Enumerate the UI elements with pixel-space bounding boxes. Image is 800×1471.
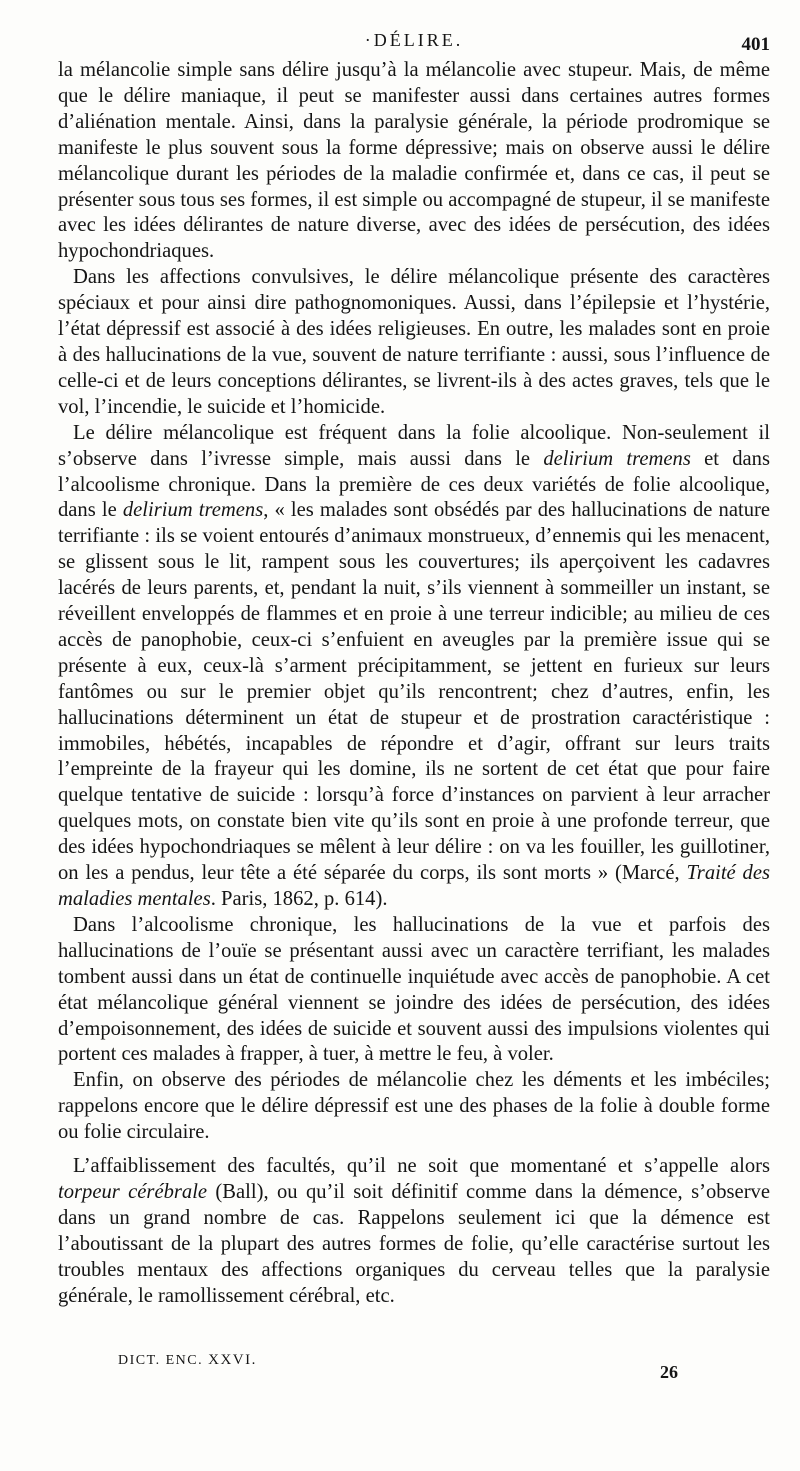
- running-title: ·DÉLIRE.: [364, 30, 464, 50]
- paragraph: [58, 913, 770, 1068]
- signature-label: DICT. ENC.: [118, 1353, 204, 1368]
- italic-text: Traité des maladies mentales: [58, 862, 771, 910]
- paragraph: [58, 58, 770, 265]
- italic-text: delirium tremens: [122, 499, 264, 522]
- paragraph: [58, 421, 770, 913]
- text-run: Enfin, on observe des périodes de mélancolie chez les déments et les imbéciles; rappelons encore que le délire dépressif est une des phases de la folie à double forme ou folie circulaire.: [58, 1069, 770, 1144]
- text-run: (Ball), ou qu’il soit définitif comme dans la démence, s’observe dans un grand nombre de cas. Rappelons seulement ici que la démence est l’aboutissant de la plupart des autres formes de folie, qu’elle caractérise surtout les troubles mentaux des affections organiques du cerveau telles que la paralysie générale, le ramollissement cérébral, etc.: [58, 1180, 770, 1307]
- italic-text: delirium tremens: [543, 447, 691, 470]
- body-text: [58, 58, 770, 1310]
- italic-text: torpeur cérébrale: [58, 1180, 208, 1203]
- text-run: , « les malades sont obsédés par des hallucinations de nature terrifiante : ils se voient entourés d’animaux monstrueux, d’ennemis qui les menacent, se glissent sous le lit, rampent sous les couvertures; ils aperçoivent les cadavres lacérés de leurs parents, et, pendant la nuit, s’ils viennent à sommeiller un instant, se réveillent enveloppés de flammes et en proie à une terreur indicible; au milieu de ces accès de panophobie, ceux-ci s’enfuient en aveugles par la première issue qui se présente à eux, ceux-là s’arment précipitamment, se jettent en furieux sur leurs fantômes ou sur le premier objet qu’ils rencontrent; chez d’autres, enfin, les hallucinations déterminent un état de stupeur et de prostration caractéristique : immobiles, hébétés, incapables de répondre et d’agir, offrant sur leurs traits l’empreinte de la frayeur qui les domine, ils ne sortent de cet état que pour faire quelque tentative de suicide : lorsqu’à force d’instances on parvient à leur arracher quelques mots, on constate bien vite qu’ils sont en proie à une profonde terreur, que des idées hypochondriaques se mêlent à leur délire : on va les fouiller, les guillotiner, on les a pendus, leur tête a été séparée du corps, ils sont morts » (Marcé,: [58, 499, 770, 885]
- text-run: Dans l’alcoolisme chronique, les hallucinations de la vue et parfois des hallucinations de l’ouïe se présentant aussi avec un caractère terrifiant, les malades tombent aussi dans un état de continuelle inquiétude avec accès de panophobie. A cet état mélancolique général viennent se joindre des idées de persécution, des idées d’empoisonnement, des idées de suicide et souvent aussi des impulsions violentes qui portent ces malades à frapper, à tuer, à mettre le feu, à voler.: [58, 913, 770, 1066]
- text-run: Dans les affections convulsives, le délire mélancolique présente des caractères spéciaux et pour ainsi dire pathognomoniques. Aussi, dans l’épilepsie et l’hystérie, l’état dépressif est associé à des idées religieuses. En outre, les malades sont en proie à des hallucinations de la vue, souvent de nature terrifiante : aussi, sous l’influence de celle-ci et de leurs conceptions délirantes, se livrent-ils à des actes graves, tels que le vol, l’incendie, le suicide et l’homicide.: [58, 266, 770, 418]
- text-run: la mélancolie simple sans délire jusqu’à la mélancolie avec stupeur. Mais, de même que le délire maniaque, il peut se manifester aussi dans certaines autres formes d’aliénation mentale. Ainsi, dans la paralysie générale, la période prodromique se manifeste le plus souvent sous la forme dépressive; mais on observe aussi le délire mélancolique durant les périodes de la maladie confirmée et, dans ce cas, il peut se présenter sous tous ses formes, il est simple ou accompagné de stupeur, il se manifeste avec les idées délirantes de nature diverse, avec des idées de persécution, des idées hypochondriaques.: [58, 59, 770, 263]
- text-run: et dans l’alcoolisme chronique. Dans la première de ces deux variétés de folie alcoolique, dans le: [58, 447, 770, 522]
- sheet-number: 26: [660, 1362, 678, 1382]
- page-number: 401: [741, 34, 770, 55]
- text-run: . Paris, 1862, p. 614).: [210, 888, 388, 910]
- text-run: Le délire mélancolique est fréquent dans la folie alcoolique. Non-seulement il s’observe dans l’ivresse simple, mais aussi dans le: [58, 421, 770, 470]
- paragraph: [58, 265, 770, 420]
- signature-volume: XXVI.: [208, 1352, 257, 1368]
- page-footer: [118, 1352, 678, 1382]
- paragraph: [58, 1068, 770, 1146]
- paragraph: [58, 1154, 770, 1309]
- text-run: L’affaiblissement des facultés, qu’il ne soit que momentané et s’appelle alors: [73, 1155, 770, 1178]
- page-header: [58, 30, 770, 58]
- printer-signature: [118, 1352, 257, 1369]
